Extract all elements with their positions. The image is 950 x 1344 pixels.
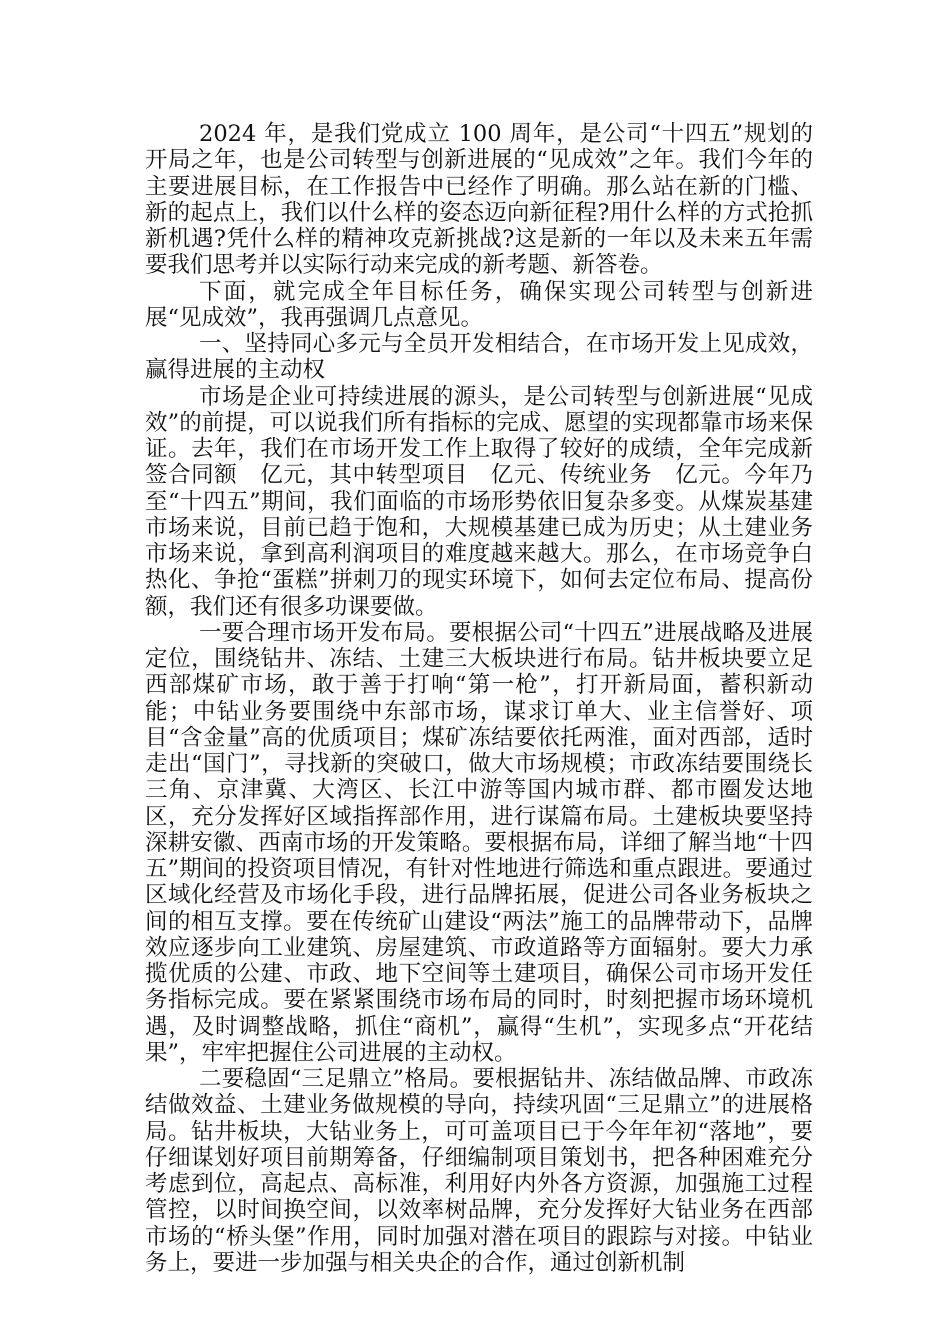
paragraph-layout: 一要合理市场开发布局。要根据公司“十四五”进展战略及进展定位，围绕钻井、冻结、土建三大板块进行布局。钻井板块要立足西部煤矿市场，敢于善于打响“第一枪”，打开新局面，蓄积新动能；中钻业务要围绕中东部市场，谋求订单大、业主信誉好、项目“含金量”高的优质项目；煤矿冻结要依托两淮，面对西部，适时走出“国门”，寻找新的突破口，做大市场规模；市政冻结要围绕长三角、京津冀、大湾区、长江中游等国内城市群、都市圈发达地区，充分发挥好区域指挥部作用，进行谋篇布局。土建板块要坚持深耕安徽、西南市场的开发策略。要根据布局，详细了解当地“十四五”期间的投资项目情况，有针对性地进行筛选和重点跟进。要通过区域化经营及市场化手段，进行品牌拓展，促进公司各业务板块之间的相互支撑。要在传统矿山建设“两法”施工的品牌带动下，品牌效应逐步向工业建筑、房屋建筑、市政道路等方面辐射。要大力承揽优质的公建、市政、地下空间等土建项目，确保公司市场开发任务指标完成。要在紧紧围绕市场布局的同时，时刻把握市场环境机遇，及时调整战略，抓住“商机”，赢得“生机”，实现多点“开花结果”，牢牢把握住公司进展的主动权。 xyxy=(145,619,813,1066)
document-body xyxy=(145,121,813,1276)
paragraph-transition: 下面，就完成全年目标任务，确保实现公司转型与创新进展“见成效”，我再强调几点意见。 xyxy=(145,278,813,331)
paragraph-intro: 2024 年，是我们党成立 100 周年，是公司“十四五”规划的开局之年，也是公司转型与创新进展的“见成效”之年。我们今年的主要进展目标，在工作报告中已经作了明确。那么站在新的门槛、新的起点上，我们以什么样的姿态迈向新征程?用什么样的方式抢抓新机遇?凭什么样的精神攻克新挑战?这是新的一年以及未来五年需要我们思考并以实际行动来完成的新考题、新答卷。 xyxy=(145,121,813,279)
paragraph-tripod: 二要稳固“三足鼎立”格局。要根据钻井、冻结做品牌、市政冻结做效益、土建业务做规模的导向，持续巩固“三足鼎立”的进展格局。钻井板块，大钻业务上，可可盖项目已于今年年初“落地”，要仔细谋划好项目前期筹备，仔细编制项目策划书，把各种困难充分考虑到位，高起点、高标准，利用好内外各方资源，加强施工过程管控，以时间换空间，以效率树品牌，充分发挥好大钻业务在西部市场的“桥头堡”作用，同时加强对潜在项目的跟踪与对接。中钻业务上，要进一步加强与相关央企的合作，通过创新机制 xyxy=(145,1066,813,1276)
paragraph-market: 市场是企业可持续进展的源头，是公司转型与创新进展“见成效”的前提，可以说我们所有指标的完成、愿望的实现都靠市场来保证。去年，我们在市场开发工作上取得了较好的成绩，全年完成新签合同额 亿元，其中转型项目 亿元、传统业务 亿元。今年乃至“十四五”期间，我们面临的市场形势依旧复杂多变。从煤炭基建市场来说，目前已趋于饱和，大规模基建已成为历史；从土建业务市场来说，拿到高利润项目的难度越来越大。那么，在市场竞争白热化、争抢“蛋糕”拼刺刀的现实环境下，如何去定位布局、提高份额，我们还有很多功课要做。 xyxy=(145,383,813,620)
section-heading-1: 一、坚持同心多元与全员开发相结合，在市场开发上见成效，赢得进展的主动权 xyxy=(145,331,813,384)
